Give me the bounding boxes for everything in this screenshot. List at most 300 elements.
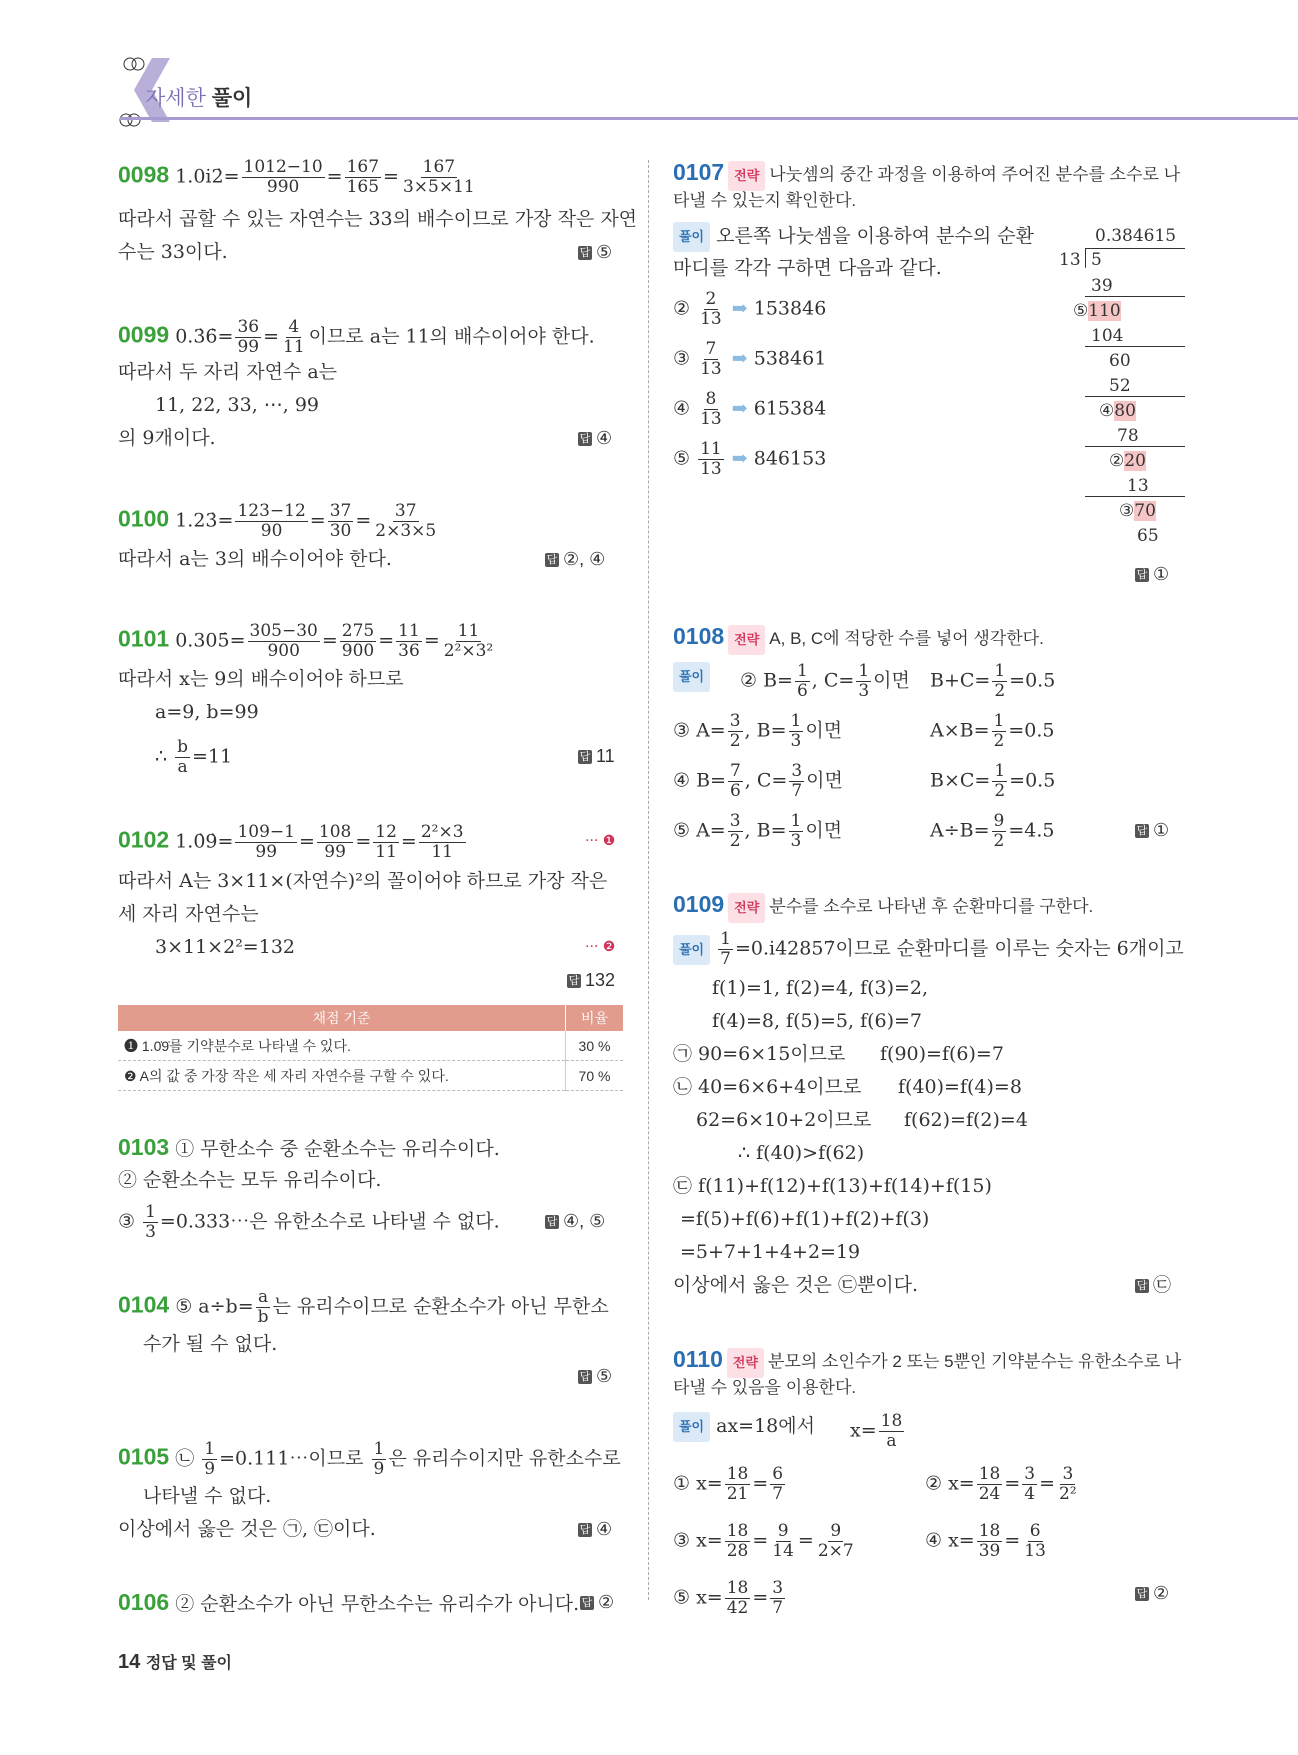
answer-icon: 답 <box>1136 825 1148 838</box>
answer-value: ⑤ <box>596 242 613 262</box>
fraction <box>992 712 1007 751</box>
num: 36 <box>237 317 260 337</box>
fraction <box>992 762 1007 801</box>
expr: ④ x= <box>925 1529 975 1552</box>
circled: ③ <box>673 347 691 370</box>
answer-icon: 답 <box>1136 1588 1148 1601</box>
problem-0109-line4b: f(90)=f(6)=7 <box>880 1043 1004 1065</box>
problem-0099-line1: 0099 0.3̇6̇= $\frac{36}{99}$ = $\frac{4}{11}$ 이므로 a는 11의 배수이어야 한다. <box>118 317 595 357</box>
den: 165 <box>346 177 380 197</box>
answer-value: ② <box>1153 1583 1170 1603</box>
den: 30 <box>329 521 352 541</box>
answer-0109 <box>1135 1271 1171 1299</box>
answer-icon: 답 <box>546 1216 558 1229</box>
section-title-b: 풀이 <box>211 87 253 110</box>
fraction <box>728 762 743 801</box>
expr: ② 순환소수가 아닌 무한소수는 유리수가 아니다. <box>175 1593 580 1615</box>
den: 4 <box>1024 1484 1036 1504</box>
arrow-right-icon: ➡ <box>731 297 748 320</box>
answer-icon: 답 <box>579 433 591 446</box>
problem-0110-row2: ② x= $\frac{18}{24}$ = $\frac{3}{4}$ = $\frac{3}{\text{2²}}$ <box>925 1464 1077 1504</box>
den: 13 <box>700 459 722 479</box>
problem-0109-sol1 <box>673 930 1184 969</box>
expr: =0.5 <box>1009 769 1056 792</box>
solution-tag: 풀이 <box>673 222 710 252</box>
case-row <box>740 662 910 701</box>
division-row <box>1073 297 1121 325</box>
den: 900 <box>341 641 375 661</box>
eq: = <box>383 165 399 188</box>
expr: B×C= <box>930 769 991 792</box>
problem-number: 0100 <box>118 505 170 532</box>
num: 4 <box>288 317 300 337</box>
num: 1 <box>994 761 1006 781</box>
label: ㉡ <box>175 1447 195 1470</box>
case-result <box>930 712 1055 751</box>
num: 1 <box>204 1439 216 1459</box>
expr: 0.3̇6̇= <box>175 325 234 348</box>
problem-0110-sol1b <box>850 1412 906 1451</box>
den: 2×7 <box>817 1541 854 1561</box>
num: 18 <box>726 1464 749 1484</box>
circled: ③ <box>1119 501 1135 521</box>
expr: =11 <box>192 745 233 768</box>
num: 37 <box>394 501 417 521</box>
value: 110 <box>1088 301 1121 321</box>
expr: =0.5 <box>1008 719 1055 742</box>
den: 21 <box>726 1484 749 1504</box>
den: 14 <box>772 1541 794 1561</box>
division-item <box>673 290 826 329</box>
value: 20 <box>1124 451 1146 471</box>
expr: , C= <box>811 669 855 692</box>
den: 2 <box>993 831 1005 851</box>
division-row <box>1119 497 1156 525</box>
den: 2 <box>994 681 1006 701</box>
division-item <box>673 340 826 379</box>
problem-0109-line7: ∴ f(40)>f(62) <box>738 1142 865 1164</box>
den: 7 <box>720 949 731 969</box>
problem-number: 0104 <box>118 1291 170 1318</box>
circled: ④ <box>1099 401 1115 421</box>
problem-number: 0103 <box>118 1134 170 1160</box>
problem-0103-line2: ② 순환소수는 모두 유리수이다. <box>118 1169 382 1191</box>
num: a <box>258 1287 269 1307</box>
circled: ② <box>1109 451 1125 471</box>
problem-0103-line3 <box>118 1203 500 1242</box>
solution-tag: 풀이 <box>673 662 710 692</box>
num: 7 <box>705 339 717 359</box>
answer-value: ⑤ <box>596 1366 613 1386</box>
problem-0110-row5: ⑤ x= $\frac{18}{42}$ = $\frac{3}{7}$ <box>673 1578 784 1618</box>
problem-0098-line1 <box>118 158 479 197</box>
fraction <box>789 812 804 851</box>
division-row: 104 <box>1091 326 1124 346</box>
problem-0099-line2: 따라서 두 자리 자연수 a는 <box>118 361 338 383</box>
arrow-right-icon: ➡ <box>731 347 748 370</box>
num: 1 <box>145 1202 156 1222</box>
expr: ⑤ a÷b= <box>175 1295 254 1318</box>
long-division <box>1055 220 1185 555</box>
problem-0110-line2: 타낼 수 있음을 이용한다. <box>673 1378 857 1397</box>
expr: 오른쪽 나눗셈을 이용하여 분수의 순환 <box>716 225 1034 247</box>
num: 8 <box>705 389 717 409</box>
circled: ⑤ <box>1073 301 1089 321</box>
marker-1: ··· ❶ <box>585 833 616 849</box>
expr: ③ x= <box>673 1529 723 1552</box>
problem-0102-line4: 3×11×2²=132 <box>155 936 295 958</box>
den: 6 <box>796 681 808 701</box>
marker-2: ··· ❷ <box>585 939 616 955</box>
expr: ③ A= <box>673 719 726 742</box>
division-item <box>673 390 826 429</box>
problem-number: 0108 <box>673 623 725 649</box>
den: b <box>257 1307 269 1327</box>
problem-0101-line1: 0101 0.305̇= $\frac{305-30}{900}$ = $\frac{275}{900}$ = $\frac{11}{36}$ = $\frac{11}{\text{2²×3²}}$ <box>118 621 494 661</box>
problem-0108-line1 <box>673 622 1044 655</box>
problem-0105-line2: 나타낼 수 없다. <box>143 1485 272 1507</box>
problem-0101-line2: 따라서 x는 9의 배수이어야 하므로 <box>118 668 404 690</box>
num: 7 <box>729 761 741 781</box>
den: 990 <box>266 177 300 197</box>
answer-icon: 답 <box>579 247 591 260</box>
answer-icon: 답 <box>1136 1280 1148 1293</box>
problem-0110-line1 <box>673 1345 1181 1378</box>
answer-0102 <box>567 966 615 994</box>
divisor: 13 <box>1059 250 1081 270</box>
answer-value: 132 <box>585 970 616 990</box>
case-result <box>930 662 1055 701</box>
problem-0107-line1 <box>673 158 1180 191</box>
expr: =0.5 <box>1009 669 1056 692</box>
num: 109−1 <box>237 822 295 842</box>
num: 18 <box>880 1411 903 1431</box>
den: 24 <box>978 1484 1001 1504</box>
expr: =4.5 <box>1008 819 1055 842</box>
problem-0101-line3: a=9, b=99 <box>155 701 259 723</box>
quotient: 0.384615 <box>1095 226 1177 246</box>
case-row <box>673 812 842 851</box>
answer-icon: 답 <box>579 1371 591 1384</box>
den: 2 <box>993 731 1005 751</box>
division-row: 65 <box>1137 526 1159 546</box>
answer-icon: 답 <box>546 554 558 567</box>
problem-number: 0102 <box>118 826 170 853</box>
problem-0110-sol1 <box>673 1412 815 1442</box>
num: 12 <box>375 822 397 842</box>
den: a <box>886 1431 897 1451</box>
expr: 1.0̇9̇= <box>175 830 234 853</box>
fraction <box>698 440 724 479</box>
num: 1 <box>994 661 1006 681</box>
den: 9 <box>373 1459 385 1479</box>
problem-0103-line1 <box>118 1133 500 1163</box>
strategy-text: 분모의 소인수가 2 또는 5뿐인 기약분수는 유한소수로 나 <box>768 1352 1182 1371</box>
fraction <box>992 662 1007 701</box>
expr: , B= <box>744 819 787 842</box>
strategy-tag: 전략 <box>727 1348 764 1378</box>
expr: ⑤ A= <box>673 819 726 842</box>
num: 1012−10 <box>243 157 323 177</box>
answer-0106 <box>580 1588 614 1616</box>
answer-value: ① <box>1153 820 1170 840</box>
num: 123−12 <box>237 501 306 521</box>
num: 3 <box>729 811 741 831</box>
num: b <box>177 737 189 757</box>
answer-value: ④ <box>596 1519 613 1539</box>
expr: 은 유리수이지만 유한소수로 <box>388 1447 621 1470</box>
expr: B+C= <box>930 669 991 692</box>
division-row <box>1109 447 1146 475</box>
answer-0100 <box>545 545 605 573</box>
strategy-text: A, B, C에 적당한 수를 넣어 생각한다. <box>769 629 1044 648</box>
expr: 이므로 a는 11의 배수이어야 한다. <box>308 325 595 348</box>
problem-0106-line1 <box>118 1588 579 1618</box>
division-row: 60 <box>1109 351 1131 371</box>
solution-tag: 풀이 <box>673 935 710 965</box>
problem-0110-row1: ① x= $\frac{18}{21}$ = $\frac{6}{7}$ <box>673 1464 784 1504</box>
expr: ① x= <box>673 1472 723 1495</box>
division-rule <box>1085 346 1185 347</box>
expr: ④ B= <box>673 769 726 792</box>
page-number: 14 <box>118 1651 141 1673</box>
problem-number: 0107 <box>673 159 725 185</box>
answer-value: ㉢ <box>1153 1275 1171 1295</box>
expr: 1.23̇= <box>175 509 234 532</box>
den: 7 <box>791 781 803 801</box>
num: 2²×3 <box>420 822 464 842</box>
division-bracket <box>1085 248 1087 268</box>
num: 305−30 <box>249 621 318 641</box>
den: 3 <box>790 731 802 751</box>
arrow-right-icon: ➡ <box>731 397 748 420</box>
scoring-table <box>118 1005 623 1091</box>
den: 2² <box>1059 1484 1077 1504</box>
expr: , C= <box>744 769 788 792</box>
fraction <box>789 712 804 751</box>
num: 275 <box>341 621 375 641</box>
den: 99 <box>255 842 278 862</box>
case-result <box>930 762 1055 801</box>
division-item <box>673 440 826 479</box>
problem-0102-line2: 따라서 A는 3×11×(자연수)²의 꼴이어야 하므로 가장 작은 <box>118 870 608 892</box>
problem-0105-line1 <box>118 1440 621 1479</box>
repeating-digits: 846153 <box>753 447 827 470</box>
den: 13 <box>1024 1541 1046 1561</box>
den: 900 <box>267 641 300 661</box>
problem-0100-line2: 따라서 a는 3의 배수이어야 한다. <box>118 548 392 570</box>
den: a <box>177 757 188 777</box>
num: 1 <box>858 661 870 681</box>
answer-icon: 답 <box>579 1524 591 1537</box>
scoring-row-2: ❷ A의 값 중 가장 작은 세 자리 자연수를 구할 수 있다. <box>118 1061 566 1091</box>
dividend: 5 <box>1091 250 1102 270</box>
answer-0101 <box>578 742 615 770</box>
num: 6 <box>1029 1521 1041 1541</box>
answer-0108 <box>1135 816 1169 844</box>
problem-0104-line1 <box>118 1288 609 1327</box>
section-title <box>145 82 252 112</box>
fraction <box>856 662 871 701</box>
num: 3 <box>791 761 803 781</box>
problem-0109-line5a: ㉡ 40=6×6+4이므로 <box>673 1076 862 1098</box>
problem-0098-line3: 수는 33이다. <box>118 241 228 263</box>
expr: 1.0i2̇= <box>175 165 240 188</box>
repeating-digits: 615384 <box>753 397 827 420</box>
problem-number: 0105 <box>118 1443 170 1470</box>
therefore: ∴ <box>155 745 168 768</box>
problem-number: 0109 <box>673 891 725 917</box>
den: 2×3×5 <box>375 521 437 541</box>
problem-0109-line9: =f(5)+f(6)+f(1)+f(2)+f(3) <box>680 1208 930 1230</box>
expr: A×B= <box>930 719 990 742</box>
num: 3 <box>1024 1464 1036 1484</box>
fraction <box>795 662 810 701</box>
expr: 이면 <box>873 669 910 692</box>
scoring-header-criteria: 채점 기준 <box>118 1005 566 1031</box>
circled: ③ <box>118 1210 136 1233</box>
solution-tag-0108 <box>673 662 716 692</box>
fraction <box>728 812 743 851</box>
den: 13 <box>700 309 722 329</box>
strategy-text: 나눗셈의 중간 과정을 이용하여 주어진 분수를 소수로 나 <box>769 165 1181 184</box>
num: 18 <box>978 1521 1001 1541</box>
expr: ⑤ x= <box>673 1586 723 1609</box>
scoring-row-1-value: 30 % <box>566 1031 624 1061</box>
problem-0109-line3: f(4)=8, f(5)=5, f(6)=7 <box>712 1010 923 1032</box>
expr: 이면 <box>805 819 843 842</box>
num: 11 <box>700 439 722 459</box>
answer-0099 <box>578 424 612 452</box>
problem-number: 0101 <box>118 625 170 652</box>
fraction <box>992 812 1007 851</box>
answer-value: ②, ④ <box>563 549 606 569</box>
num: 3 <box>729 711 741 731</box>
num: 2 <box>705 289 717 309</box>
division-row: 39 <box>1091 276 1113 296</box>
num: 9 <box>830 1521 842 1541</box>
header-divider <box>120 117 1298 120</box>
problem-number: 0098 <box>118 161 170 188</box>
num: 37 <box>329 501 352 521</box>
expr: x= <box>850 1419 877 1442</box>
problem-0100-line1: 0100 1.23̇= $\frac{123-12}{90}$ = $\frac{37}{30}$ = $\frac{37}{2\times 3\times 5}$ <box>118 501 437 541</box>
expr: =0.111⋯이므로 <box>219 1447 364 1470</box>
num: 18 <box>726 1521 749 1541</box>
den: 2²×3² <box>443 641 494 661</box>
value: 70 <box>1134 501 1156 521</box>
division-row: 13 <box>1127 476 1149 496</box>
answer-value: 11 <box>596 746 615 766</box>
answer-icon: 답 <box>579 751 591 764</box>
division-row: 52 <box>1109 376 1131 396</box>
expr: ax=18에서 <box>716 1415 815 1437</box>
problem-0099-line3: 11, 22, 33, ⋯, 99 <box>155 394 320 416</box>
division-row: 78 <box>1117 426 1139 446</box>
problem-0102-line3: 세 자리 자연수는 <box>118 903 259 925</box>
expr: =0.333⋯은 유한소수로 나타낼 수 없다. <box>159 1210 500 1233</box>
den: 42 <box>726 1598 749 1618</box>
expr: =0.i42857̇이므로 순환마디를 이루는 숫자는 6개이고 <box>734 937 1184 960</box>
problem-0109-line6a: 62=6×10+2이므로 <box>696 1109 872 1131</box>
expr: 이면 <box>806 769 843 792</box>
answer-0105 <box>578 1515 612 1543</box>
num: 3 <box>1062 1464 1074 1484</box>
problem-0109-line2: f(1)=1, f(2)=4, f(3)=2, <box>712 977 929 999</box>
den: 39 <box>978 1541 1001 1561</box>
problem-number: 0099 <box>118 321 170 348</box>
problem-0109-line8: ㉢ f(11)+f(12)+f(13)+f(14)+f(15) <box>673 1175 992 1197</box>
page-footer <box>118 1650 232 1674</box>
case-result <box>930 812 1055 851</box>
expr: A÷B= <box>930 819 990 842</box>
scoring-row-2-value: 70 % <box>566 1061 624 1091</box>
answer-value: ① <box>1153 564 1170 584</box>
scoring-header-ratio: 비율 <box>566 1005 624 1031</box>
fraction <box>698 340 724 379</box>
den: 99 <box>237 337 260 357</box>
problem-0101-line4 <box>155 738 232 777</box>
expr: ② x= <box>925 1472 975 1495</box>
fraction <box>698 290 724 329</box>
den: 2 <box>729 831 741 851</box>
problem-0099-line4: 의 9개이다. <box>118 427 216 449</box>
answer-icon: 답 <box>568 975 580 988</box>
problem-0110-row3: ③ x= $\frac{18}{28}$ = $\frac{9}{14}$ = $\frac{9}{2\times 7}$ <box>673 1521 854 1561</box>
repeating-digits: 153846 <box>753 297 827 320</box>
repeating-digits: 538461 <box>753 347 827 370</box>
expr: ② B= <box>740 669 793 692</box>
problem-0109-line10: =5+7+1+4+2=19 <box>680 1241 861 1263</box>
expr: , B= <box>744 719 787 742</box>
expr: 이면 <box>805 719 843 742</box>
num: 11 <box>398 621 420 641</box>
problem-0109-line5b: f(40)=f(4)=8 <box>898 1076 1022 1098</box>
answer-0110 <box>1135 1579 1169 1607</box>
den: 90 <box>260 521 283 541</box>
strategy-tag: 전략 <box>728 625 765 655</box>
problem-0107-sol2: 마디를 각각 구하면 다음과 같다. <box>673 257 942 279</box>
problem-0109-line6b: f(62)=f(2)=4 <box>904 1109 1028 1131</box>
num: 1 <box>720 929 731 949</box>
answer-0098 <box>578 238 612 266</box>
column-divider <box>648 160 649 1600</box>
den: 36 <box>398 641 420 661</box>
den: 3×5×11 <box>402 177 475 197</box>
circled: ④ <box>673 397 691 420</box>
answer-0103 <box>545 1207 605 1235</box>
answer-0107 <box>1135 560 1169 588</box>
problem-0110-row4: ④ x= $\frac{18}{39}$ = $\frac{6}{13}$ <box>925 1521 1046 1561</box>
den: 6 <box>729 781 741 801</box>
den: 13 <box>700 409 722 429</box>
problem-0107-line2: 타낼 수 있는지 확인한다. <box>673 191 857 210</box>
den: 99 <box>324 842 346 862</box>
num: 6 <box>772 1464 784 1484</box>
problem-0109-line4a: ㉠ 90=6×15이므로 <box>673 1043 846 1065</box>
num: 1 <box>993 711 1005 731</box>
num: 18 <box>726 1578 749 1598</box>
answer-value: ④ <box>596 428 613 448</box>
answer-value: ④, ⑤ <box>563 1211 606 1231</box>
answer-icon: 답 <box>1136 569 1148 582</box>
num: 9 <box>993 811 1005 831</box>
num: 167 <box>422 157 456 177</box>
num: 18 <box>978 1464 1001 1484</box>
num: 1 <box>790 711 802 731</box>
den: 11 <box>283 337 305 357</box>
eq: = <box>326 165 343 188</box>
